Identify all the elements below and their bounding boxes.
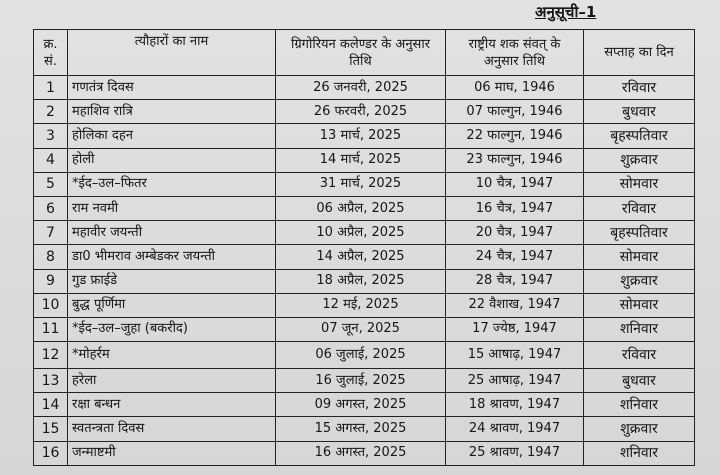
row-weekday: शुक्रवार [584,148,695,172]
row-festival-name: गुड फ्राईडे [68,269,276,293]
row-weekday: रविवार [584,342,695,369]
row-gregorian-date: 31 मार्च, 2025 [276,172,446,196]
row-festival-name: गणतंत्र दिवस [68,76,276,100]
header-name: त्यौहारों का नाम [68,30,276,76]
row-weekday: बृहस्पतिवार [584,124,695,148]
row-serial-number: 16 [34,441,68,465]
table-row [34,393,695,417]
row-festival-name: *ईद–उल–जुहा (बकरीद) [68,317,276,341]
row-gregorian-date: 18 अप्रैल, 2025 [276,269,446,293]
table-row [34,172,695,196]
row-festival-name: *ईद–उल–फितर [68,172,276,196]
table-row [34,124,695,148]
header-weekday: सप्ताह का दिन [584,30,695,76]
row-festival-name: राम नवमी [68,196,276,220]
row-serial-number: 12 [34,342,68,369]
row-serial-number: 2 [34,100,68,124]
row-gregorian-date: 26 जनवरी, 2025 [276,76,446,100]
row-gregorian-date: 16 अगस्त, 2025 [276,441,446,465]
row-serial-number: 9 [34,269,68,293]
row-weekday: शुक्रवार [584,269,695,293]
header-gregorian-date: ग्रिगोरियन कलेण्डर के अनुसार तिथि [276,30,446,76]
table-row [34,245,695,269]
row-gregorian-date: 14 अप्रैल, 2025 [276,245,446,269]
table-row [34,441,695,465]
row-gregorian-date: 06 जुलाई, 2025 [276,342,446,369]
row-serial-number: 7 [34,221,68,245]
row-weekday: रविवार [584,196,695,220]
row-saka-date: 20 चैत्र, 1947 [446,221,584,245]
row-weekday: शनिवार [584,393,695,417]
row-serial-number: 6 [34,196,68,220]
row-serial-number: 10 [34,293,68,317]
row-festival-name: जन्माष्टमी [68,441,276,465]
row-serial-number: 11 [34,317,68,341]
row-festival-name: हरेला [68,369,276,393]
row-weekday: सोमवार [584,245,695,269]
row-festival-name: स्वतन्त्रता दिवस [68,417,276,441]
row-festival-name: रक्षा बन्धन [68,393,276,417]
row-festival-name: होली [68,148,276,172]
holiday-table [33,29,695,466]
row-weekday: सोमवार [584,172,695,196]
row-gregorian-date: 14 मार्च, 2025 [276,148,446,172]
row-gregorian-date: 26 फरवरी, 2025 [276,100,446,124]
row-serial-number: 15 [34,417,68,441]
row-festival-name: होलिका दहन [68,124,276,148]
table-row [34,196,695,220]
row-weekday: बुधवार [584,369,695,393]
row-serial-number: 1 [34,76,68,100]
row-gregorian-date: 06 अप्रैल, 2025 [276,196,446,220]
table-row [34,342,695,369]
row-saka-date: 06 माघ, 1946 [446,76,584,100]
annex-title: अनुसूची–1 [535,3,597,21]
row-weekday: बृहस्पतिवार [584,221,695,245]
row-gregorian-date: 12 मई, 2025 [276,293,446,317]
table-row [34,293,695,317]
header-row [34,30,695,76]
header-sn: क्र. सं. [34,30,68,76]
row-weekday: शनिवार [584,441,695,465]
table-row [34,221,695,245]
row-festival-name: डा0 भीमराव अम्बेडकर जयन्ती [68,245,276,269]
row-festival-name: *मोहर्रम [68,342,276,369]
row-gregorian-date: 10 अप्रैल, 2025 [276,221,446,245]
row-saka-date: 25 श्रावण, 1947 [446,441,584,465]
row-gregorian-date: 09 अगस्त, 2025 [276,393,446,417]
row-saka-date: 23 फाल्गुन, 1946 [446,148,584,172]
row-festival-name: महाशिव रात्रि [68,100,276,124]
row-weekday: रविवार [584,76,695,100]
row-saka-date: 22 फाल्गुन, 1946 [446,124,584,148]
row-serial-number: 14 [34,393,68,417]
row-gregorian-date: 07 जून, 2025 [276,317,446,341]
row-saka-date: 28 चैत्र, 1947 [446,269,584,293]
row-festival-name: महावीर जयन्ती [68,221,276,245]
row-saka-date: 10 चैत्र, 1947 [446,172,584,196]
row-saka-date: 16 चैत्र, 1947 [446,196,584,220]
row-saka-date: 18 श्रावण, 1947 [446,393,584,417]
row-serial-number: 4 [34,148,68,172]
table-row [34,148,695,172]
row-gregorian-date: 15 अगस्त, 2025 [276,417,446,441]
table-row [34,269,695,293]
row-festival-name: बुद्ध पूर्णिमा [68,293,276,317]
row-serial-number: 5 [34,172,68,196]
row-weekday: सोमवार [584,293,695,317]
row-weekday: शुक्रवार [584,417,695,441]
row-saka-date: 25 आषाढ़, 1947 [446,369,584,393]
table-row [34,369,695,393]
row-saka-date: 22 वैशाख, 1947 [446,293,584,317]
row-saka-date: 17 ज्येष्ठ, 1947 [446,317,584,341]
row-saka-date: 07 फाल्गुन, 1946 [446,100,584,124]
row-serial-number: 13 [34,369,68,393]
row-weekday: बुधवार [584,100,695,124]
row-gregorian-date: 16 जुलाई, 2025 [276,369,446,393]
row-saka-date: 24 श्रावण, 1947 [446,417,584,441]
table-row [34,317,695,341]
table-row [34,100,695,124]
row-saka-date: 15 आषाढ़, 1947 [446,342,584,369]
table-row [34,76,695,100]
row-gregorian-date: 13 मार्च, 2025 [276,124,446,148]
table-row [34,417,695,441]
row-serial-number: 8 [34,245,68,269]
row-saka-date: 24 चैत्र, 1947 [446,245,584,269]
header-saka-date: राष्ट्रीय शक संवत् के अनुसार तिथि [446,30,584,76]
row-weekday: शनिवार [584,317,695,341]
row-serial-number: 3 [34,124,68,148]
